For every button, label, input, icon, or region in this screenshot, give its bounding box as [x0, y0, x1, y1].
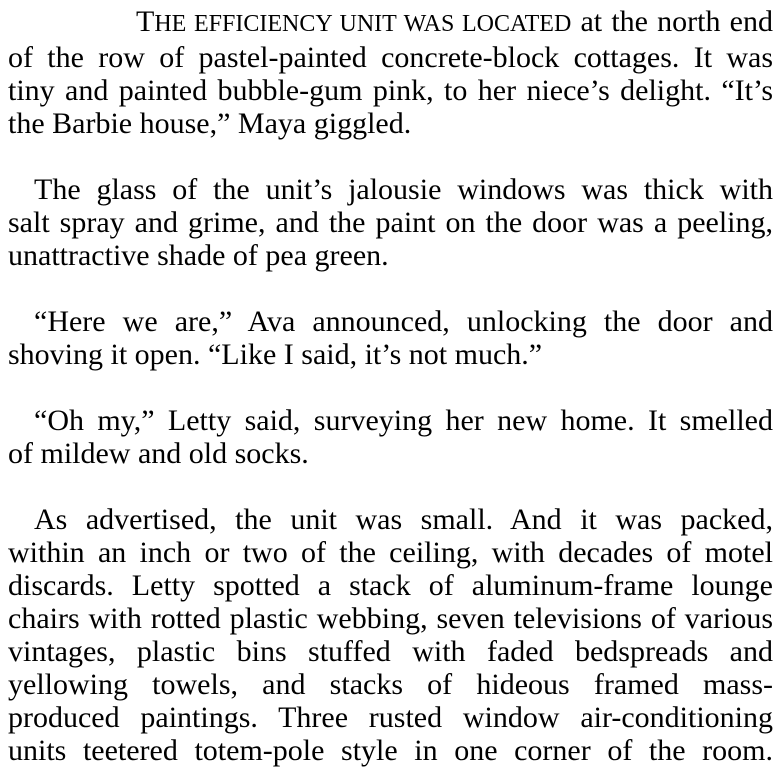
text-line	[8, 206, 773, 239]
text-segment: produced paintings. Three rusted window air-conditioning	[8, 701, 773, 734]
text-segment: within an inch or two of the ceiling, with decades of motel	[8, 536, 773, 569]
text-segment: salt spray and grime, and the paint on the door was a peeling,	[8, 206, 773, 239]
text-line	[8, 569, 773, 602]
text-line	[8, 41, 773, 74]
text-line	[8, 173, 773, 206]
paragraph	[8, 503, 773, 767]
text-line	[8, 74, 773, 107]
text-segment: unattractive shade of pea green.	[8, 239, 389, 272]
paragraph	[8, 173, 773, 272]
chapter-lead-initial: T	[136, 5, 155, 38]
paragraph	[8, 404, 773, 470]
text-line	[8, 734, 773, 767]
text-segment: As advertised, the unit was small. And it was packed,	[34, 503, 773, 536]
text-line	[8, 404, 773, 437]
text-line	[8, 239, 773, 272]
text-segment: “Oh my,” Letty said, surveying her new home. It smelled	[34, 404, 773, 437]
text-line	[8, 437, 773, 470]
text-line	[8, 701, 773, 734]
text-segment: units teetered totem-pole style in one corner of the room.	[8, 734, 773, 767]
text-segment: yellowing towels, and stacks of hideous framed mass-	[8, 668, 773, 701]
text-line	[8, 635, 773, 668]
text-segment: The glass of the unit’s jalousie windows was thick with	[34, 173, 773, 206]
text-segment: at the north end	[571, 5, 773, 38]
text-segment: tiny and painted bubble-gum pink, to her niece’s delight. “It’s	[8, 74, 773, 107]
paragraph	[8, 305, 773, 371]
text-line	[8, 503, 773, 536]
text-segment: chairs with rotted plastic webbing, seven televisions of various	[8, 602, 773, 635]
text-segment: vintages, plastic bins stuffed with faded bedspreads and	[8, 635, 773, 668]
text-line	[8, 602, 773, 635]
text-segment: the Barbie house,” Maya giggled.	[8, 107, 412, 140]
text-line	[8, 338, 773, 371]
text-line	[8, 305, 773, 338]
text-segment: discards. Letty spotted a stack of aluminum-frame lounge	[8, 569, 773, 602]
text-line	[8, 668, 773, 701]
text-line	[8, 5, 773, 41]
text-line	[8, 107, 773, 140]
text-segment: “Here we are,” Ava announced, unlocking the door and	[34, 305, 773, 338]
text-line	[8, 536, 773, 569]
text-segment: shoving it open. “Like I said, it’s not much.”	[8, 338, 543, 371]
chapter-lead-small-caps: HE EFFICIENCY UNIT WAS LOCATED	[154, 11, 572, 37]
text-segment: of mildew and old socks.	[8, 437, 309, 470]
paragraph	[8, 5, 773, 140]
text-segment: of the row of pastel-painted concrete-block cottages. It was	[8, 41, 773, 74]
